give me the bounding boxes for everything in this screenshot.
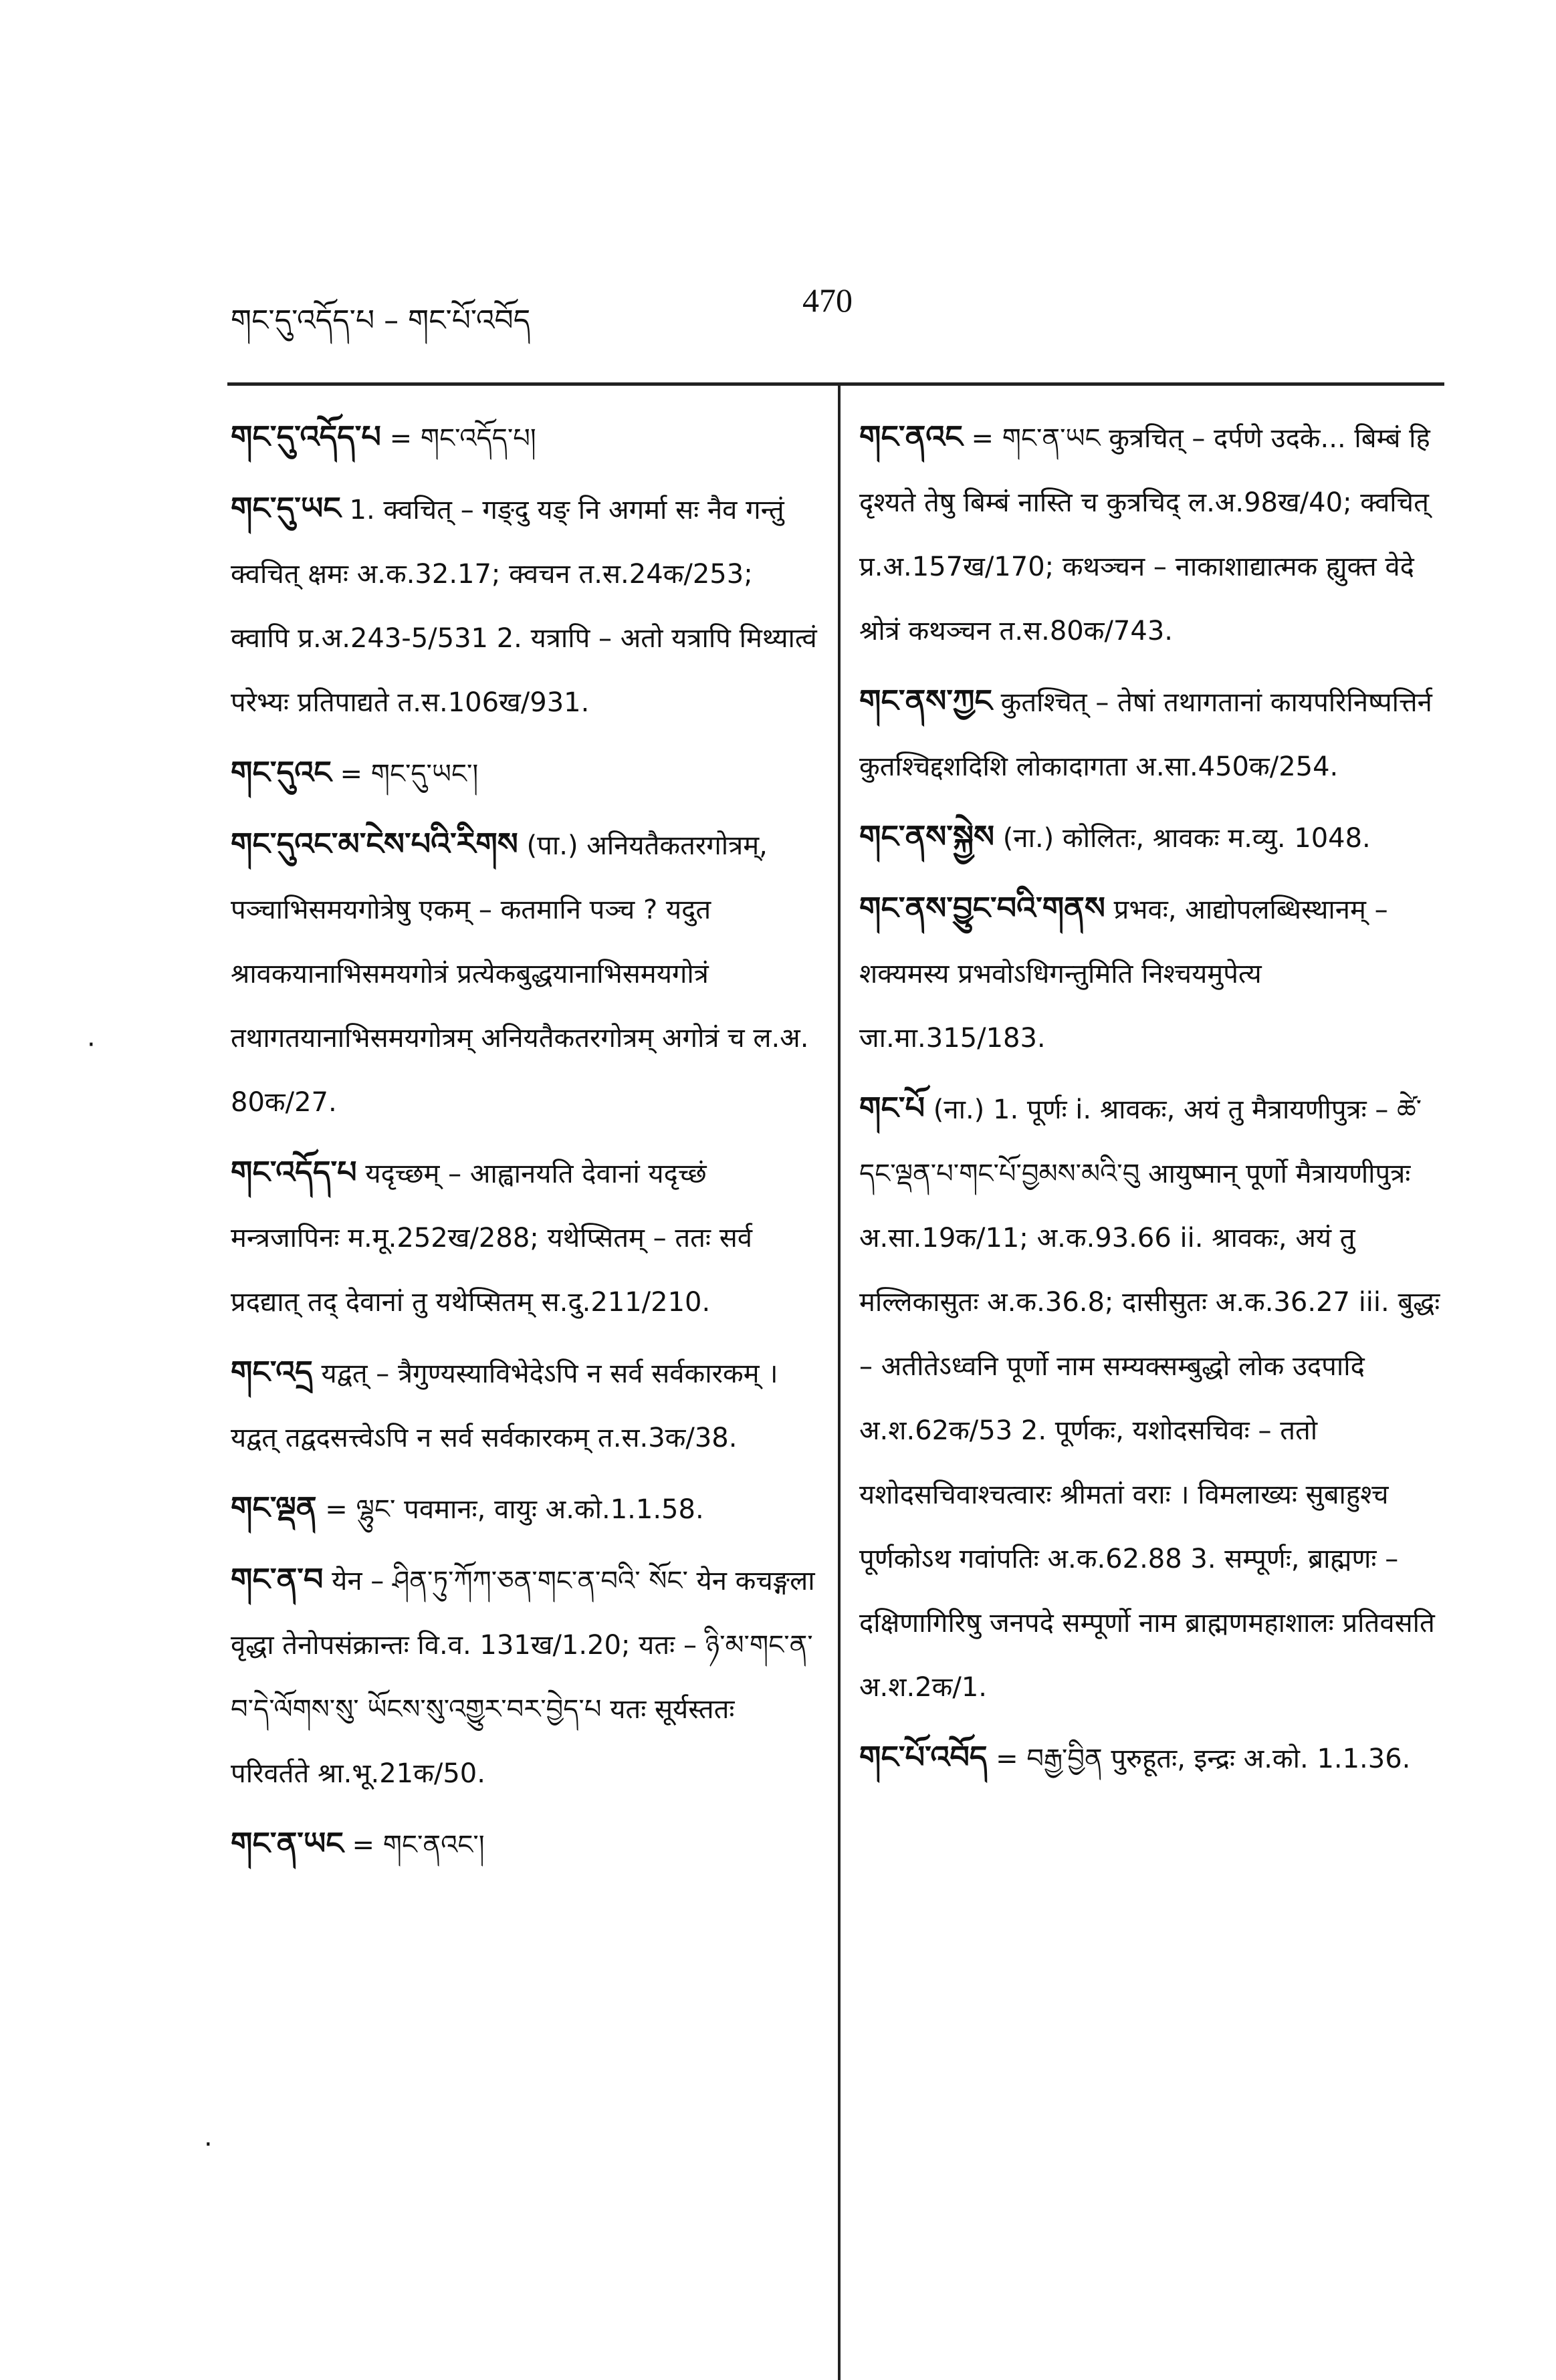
entry-text: = གང་དུ་ཡང་། [340, 759, 479, 790]
dictionary-entry [231, 1340, 819, 1470]
headword: གང་ནས་སྐྱེས [859, 818, 995, 854]
dictionary-entry [231, 476, 819, 735]
dictionary-entry [859, 1076, 1448, 1719]
entry-text: यद्वत् – त्रैगुण्यस्याविभेदेऽपि न सर्व सर्वकारकम् । यद्वत् तद्वदसत्त्वेऽपि न सर्व सर्वकारकम् त.स.3क/38. [231, 1358, 778, 1453]
page-number: 470 [802, 281, 853, 319]
headword: གང་འདོད་པ [231, 1154, 357, 1190]
entry-text: = ལྷུང་ पवमानः, वायुः अ.को.1.1.58. [325, 1494, 704, 1525]
dictionary-entry [231, 1140, 819, 1334]
running-title: གང་དུ་འདོད་པ – གང་པོ་འབོད [231, 304, 531, 338]
headword: གང་དུའང་མ་ངེས་པའི་རིགས [231, 826, 518, 862]
entry-text: = བརྒྱ་བྱིན पुरुहूतः, इन्द्रः अ.को. 1.1.36. [996, 1744, 1411, 1774]
dictionary-entry [859, 804, 1448, 870]
headword: གང་འདྲ [231, 1354, 313, 1390]
headword: གང་ནས་བྱུང་བའི་གནས [859, 890, 1105, 926]
dictionary-entry [859, 669, 1448, 799]
dictionary-entry [231, 812, 819, 1135]
entry-text: 1. क्वचित् – गङ्दु यङ् नि अगर्मा सः नैव गन्तुं क्वचित् क्षमः अ.क.32.17; क्वचन त.स.24क/253; क्वापि प्र.अ.243-5/531 2. यत्रापि – अतो यत्रापि मिथ्यात्वं परेभ्यः प्रतिपाद्यते त.स.106ख/931. [231, 495, 817, 718]
dictionary-entry [859, 876, 1448, 1070]
entry-text: = གང་ན་ཡང कुत्रचित् – दर्पणे उदके... बिम्बं हि दृश्यते तेषु बिम्बं नास्ति च कुत्रचिद् ल.अ.98ख/40; क्वचित् प्र.अ.157ख/170; कथञ्चन – नाकाशाद्यात्मक ह्युक्त वेदे श्रोत्रं कथञ्चन त.स.80क/743. [859, 423, 1430, 646]
dictionary-entry [231, 1475, 819, 1542]
headword: གང་ན་ཡང [231, 1825, 344, 1861]
dictionary-entry [231, 1547, 819, 1806]
dictionary-entry [859, 1725, 1448, 1791]
headword: གང་ལྡན [231, 1490, 317, 1526]
left-column [231, 404, 819, 1883]
column-divider [838, 384, 841, 2380]
headword: གང་དུ་ཡང [231, 490, 341, 526]
dictionary-entry [859, 404, 1448, 663]
entry-text: कुतश्चित् – तेषां तथागतानां कायपरिनिष्पत्तिर्न कुतश्चिद्दशदिशि लोकादागता अ.सा.450क/254. [859, 687, 1432, 782]
headword: གང་དུ་འདོད་པ [231, 419, 381, 455]
headword: གང་པོ [859, 1090, 925, 1126]
entry-text: यदृच्छम् – आह्वानयति देवानां यदृच्छं मन्त्रजापिनः म.मू.252ख/288; यथेप्सितम् – ततः सर्व प्रदद्यात् तद् देवानां तु यथेप्सितम् स.दु.211/210. [231, 1159, 753, 1318]
stray-dot: · [204, 2129, 213, 2160]
dictionary-entry [231, 1811, 819, 1877]
entry-text: = གང་ནའང་། [352, 1830, 485, 1861]
headword: གང་པོ་འབོད [859, 1739, 988, 1775]
dictionary-entry [231, 404, 819, 471]
entry-text: (ना.) कोलितः, श्रावकः म.व्यु. 1048. [1002, 823, 1371, 854]
entry-text: येन – ཤིན་ཏུ་ཀོཀ་ཅན་གང་ན་བའི་ སོང་ येन कचङ्गला वृद्धा तेनोपसंक्रान्तः वि.व. 131ख/1.20; यतः – ཉི་མ་གང་ན་བ་དེ་ལོགས་སུ་ ཡོངས་སུ་འགྱུར་བར་བྱེད་པ यतः सूर्यस्ततः परिवर्तते श्रा.भू.21क/50. [231, 1566, 815, 1789]
entry-text: (पा.) अनियतैकतरगोत्रम्, पञ्चाभिसमयगोत्रेषु एकम् – कतमानि पञ्च ? यदुत श्रावकयानाभिसमयगोत्रं प्रत्येकबुद्धयानाभिसमयगोत्रं तथागतयानाभिसमयगोत्रम् अनियतैकतरगोत्रम् अगोत्रं च ल.अ. 80क/27. [231, 830, 809, 1118]
right-column [859, 404, 1448, 1796]
entry-text: (ना.) 1. पूर्णः i. श्रावकः, अयं तु मैत्रायणीपुत्रः – ཚེ་དང་ལྡན་པ་གང་པོ་བྱམས་མའི་བུ आयुष्मान् पूर्णो मैत्रायणीपुत्रः अ.सा.19क/11; अ.क.93.66 ii. श्रावकः, अयं तु मल्लिकासुतः अ.क.36.8; दासीसुतः अ.क.36.27 iii. बुद्धः – अतीतेऽध्वनि पूर्णो नाम सम्यक्सम्बुद्धो लोक उदपादि अ.श.62क/53 2. पूर्णकः, यशोदसचिवः – ततो यशोदसचिवाश्चत्वारः श्रीमतां वराः । विमलाख्यः सुबाहुश्च पूर्णकोऽथ गवांपतिः अ.क.62.88 3. सम्पूर्णः, ब्राह्मणः – दक्षिणागिरिषु जनपदे सम्पूर्णो नाम ब्राह्मणमहाशालः प्रतिवसति अ.श.2क/1. [859, 1094, 1440, 1703]
headword: གང་ནས་ཀྱང [859, 683, 992, 719]
headword: གང་ན་བ [231, 1561, 324, 1597]
header-rule [227, 382, 1444, 386]
dictionary-entry [231, 740, 819, 806]
stray-dot: · [87, 1030, 96, 1060]
entry-text: प्रभवः, आद्योपलब्धिस्थानम् – शक्यमस्य प्रभवोऽधिगन्तुमिति निश्चयमुपेत्य जा.मा.315/183. [859, 895, 1388, 1054]
page-header [231, 281, 1429, 338]
headword: གང་དུའང [231, 754, 332, 790]
headword: གང་ནའང [859, 419, 963, 455]
entry-text: = གང་འདོད་པ། [389, 423, 536, 454]
